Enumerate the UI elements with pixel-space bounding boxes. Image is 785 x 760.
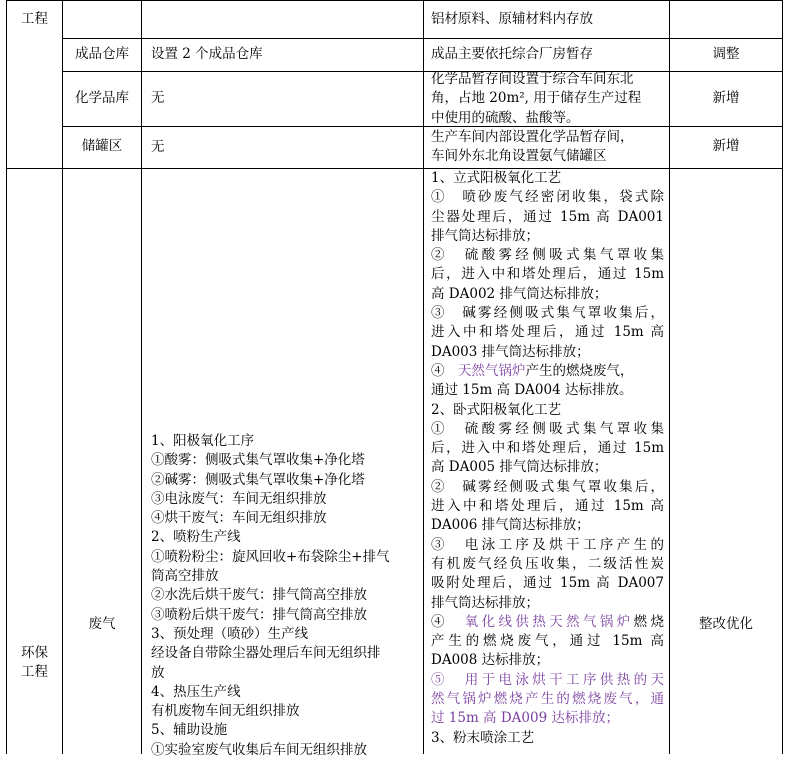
chemical-warehouse-name: 化学品库 (75, 89, 129, 106)
highlight-text: 天然气锅炉 (458, 362, 526, 379)
content-line: ④烘干废气：车间无组织排放 (151, 510, 327, 527)
measure-line: 中使用的硫酸、盐酸等。 (431, 109, 580, 126)
measure-line: ⑤ 用于电泳烘干工序供热的天 (431, 671, 664, 688)
measure-line: 过 15m 高 DA009 达标排放； (431, 710, 619, 727)
grid-line (6, 0, 783, 1)
measure-line: 有机废气经负压收集，二级活性炭 (431, 555, 664, 572)
measure-line: 吸附处理后，通过 15m 高 DA007 (431, 575, 664, 592)
measure-line: ③ 碱雾经侧吸式集气罩收集后， (431, 305, 664, 322)
measure-line: 产生的燃烧废气，通过 15m 高 (431, 633, 664, 650)
env-project-category (7, 644, 62, 683)
measure-line: ① 喷砂废气经密闭收集，袋式除 (431, 189, 664, 206)
measure-line: 后，进入中和塔处理后，通过 15m (431, 266, 664, 283)
measure-line: 高 DA005 排气筒达标排放； (431, 459, 608, 476)
grid-line (141, 0, 142, 754)
measure-line: 化学品暂存间设置于综合车间东北 (431, 71, 634, 87)
measure-line: 1、立式阳极氧化工艺 (431, 170, 562, 186)
measure-line: 然气锅炉燃烧产生的燃烧废气，通 (431, 691, 664, 708)
measure-line: 角，占地 20m², 用于储存生产过程 (431, 90, 642, 107)
content-line: ①酸雾：侧吸式集气罩收集+净化塔 (151, 452, 365, 469)
measure-line: 2、卧式阳极氧化工艺 (431, 401, 562, 418)
measure-line: DA006 排气筒达标排放； (431, 517, 590, 534)
product-warehouse-content: 设置 2 个成品仓库 (151, 46, 263, 62)
storage-area-measure (431, 128, 667, 167)
content-line: ③电泳废气：车间无组织排放 (151, 490, 327, 507)
grid-line (6, 0, 7, 754)
measure-line: 车间外东北角设置氨气储罐区 (431, 148, 607, 165)
grid-line (782, 0, 783, 754)
measure-line: ① 硫酸雾经侧吸式集气罩收集 (431, 420, 664, 437)
waste-gas-current-content (151, 432, 421, 760)
content-line: 4、热压生产线 (151, 683, 241, 700)
measure-line: ③ 电泳工序及烘干工序产生的 (431, 536, 664, 553)
content-line: 放 (151, 664, 165, 681)
content-line: 有机废物车间无组织排放 (151, 703, 300, 720)
measure-line: 尘器处理后，通过 15m 高 DA001 (431, 208, 664, 225)
storage-area-status: 新增 (712, 138, 740, 155)
waste-gas-name: 废气 (88, 616, 116, 632)
chemical-warehouse-measure (431, 70, 667, 128)
grid-line (6, 168, 783, 169)
storage-area-content: 无 (151, 139, 165, 155)
measure-line: ② 硫酸雾经侧吸式集气罩收集 (431, 247, 664, 264)
product-warehouse-name: 成品仓库 (75, 45, 129, 62)
measure-line: 通过 15m 高 DA004 达标排放。 (431, 382, 633, 399)
measure-line: DA003 排气筒达标排放； (431, 343, 590, 360)
waste-gas-rectification-measures (431, 169, 664, 748)
measure-line: 排气筒达标排放； (431, 227, 539, 244)
product-warehouse-status: 调整 (712, 45, 740, 62)
measure-line: ④ 天然气锅炉产生的燃烧废气， (431, 362, 634, 379)
measure-line: DA008 达标排放； (431, 652, 550, 669)
project-category: 工程 (21, 11, 48, 27)
product-warehouse-measure: 成品主要依托综合厂房暂存 (431, 46, 593, 62)
measure-line: 3、粉末喷涂工艺 (431, 729, 535, 746)
content-line: 1、阳极氧化工序 (151, 433, 255, 449)
content-line: 2、喷粉生产线 (151, 529, 241, 546)
chemical-warehouse-content: 无 (151, 90, 165, 106)
content-line: 经设备自带除尘器处理后车间无组织排 (151, 645, 381, 662)
content-line: ②碱雾：侧吸式集气罩收集+净化塔 (151, 471, 365, 488)
content-line: 3、预处理（喷砂）生产线 (151, 625, 309, 642)
storage-area-name: 储罐区 (81, 138, 123, 155)
measure-line: 进入中和塔处理后，通过 15m 高 (431, 324, 664, 341)
content-line: ③喷粉后烘干废气：排气筒高空排放 (151, 606, 367, 623)
content-line: ②水洗后烘干废气：排气筒高空排放 (151, 587, 367, 604)
measure-line: ④ 氧化线供热天然气锅炉燃烧 (431, 613, 664, 630)
chemical-warehouse-status: 新增 (712, 89, 740, 106)
measure-line: 后，进入中和塔处理后，通过 15m (431, 440, 664, 457)
category-line: 环保 (21, 645, 48, 661)
measure-line: 进入中和塔处理后，通过 15m 高 (431, 498, 664, 515)
measure-line: ② 碱雾经侧吸式集气罩收集后， (431, 478, 664, 495)
measure-line: 排气筒达标排放； (431, 594, 539, 611)
grid-line (423, 0, 424, 754)
category-line: 工程 (21, 664, 48, 681)
content-line: 5、辅助设施 (151, 722, 228, 739)
content-line: 筒高空排放 (151, 568, 219, 585)
storage-measure: 铝材原料、原辅材料内存放 (431, 11, 593, 27)
measure-line: 生产车间内部设置化学品暂存间， (431, 129, 634, 145)
measure-line: 高 DA002 排气筒达标排放； (431, 285, 608, 302)
content-line: ①实验室废气收集后车间无组织排放 (151, 741, 367, 758)
highlight-text: 氧化线供热天然气锅炉 (464, 613, 634, 630)
content-line: ①喷粉粉尘：旋风回收+布袋除尘+排气 (151, 548, 390, 565)
project-category-cell (7, 0, 62, 38)
waste-gas-status: 整改优化 (699, 616, 753, 632)
